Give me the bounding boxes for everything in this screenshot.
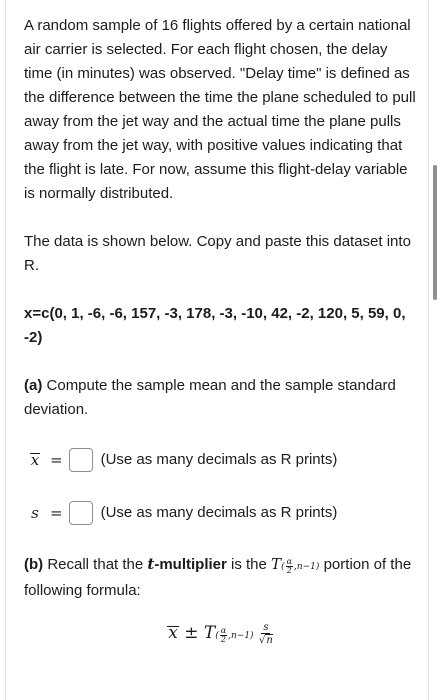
t-quantile-symbol: T( $\frac{\alpha}{2}$ ,n−1) [271, 555, 320, 575]
formula-xbar: x [168, 623, 178, 643]
t-multiplier-term: t-multiplier [147, 555, 227, 573]
part-b-text-is: is the [231, 556, 267, 573]
question-content [24, 14, 416, 648]
mean-answer-row [24, 446, 416, 474]
part-b-label: (b) [24, 556, 44, 573]
part-b-question [24, 552, 416, 603]
formula-T-subscript: ( $\frac{\alpha}{2}$ ,n−1) [215, 626, 254, 644]
mean-answer-input[interactable] [69, 448, 93, 472]
formula-T: T [203, 623, 216, 643]
formula-plus-minus: ± [184, 623, 199, 643]
intro-paragraph: A random sample of 16 flights offered by a certain national air carrier is selected. For each flight chosen, the delay time (in minutes) was observed. "Delay time" is defined as the difference between the time the plane scheduled to pull away from the jet way and the actual time the plane pulls away from the jet way, with positive values indicating that the flight is late. For now, assume this flight-delay variable is normally distributed. [24, 17, 416, 202]
dataset-code: x=c(0, 1, -6, -6, 157, -3, 178, -3, -10, 42, -2, 120, 5, 59, 0, -2) [24, 305, 406, 346]
s-symbol: s [31, 504, 39, 522]
part-a-label: (a) [24, 377, 43, 394]
mean-hint: (Use as many decimals as R prints) [100, 451, 338, 468]
sd-answer-input[interactable] [69, 501, 93, 525]
sd-hint: (Use as many decimals as R prints) [100, 504, 338, 521]
data-instruction: The data is shown below. Copy and paste this dataset into R. [24, 233, 411, 274]
xbar-symbol: x [30, 451, 40, 469]
equals-sign: = [50, 451, 63, 469]
formula-s-over-root-n: $\frac{s}{√n}$ [258, 621, 273, 646]
ci-formula [24, 621, 416, 648]
question-panel [5, 0, 429, 700]
equals-sign: = [50, 504, 63, 522]
part-b-text-before: Recall that the [47, 556, 144, 573]
part-a-text: Compute the sample mean and the sample standard deviation. [24, 377, 396, 418]
part-a-question [24, 374, 416, 422]
sd-answer-row [24, 499, 416, 527]
scrollbar-thumb[interactable] [433, 165, 437, 300]
part-b-text-after: portion of the following formula: [24, 556, 412, 599]
